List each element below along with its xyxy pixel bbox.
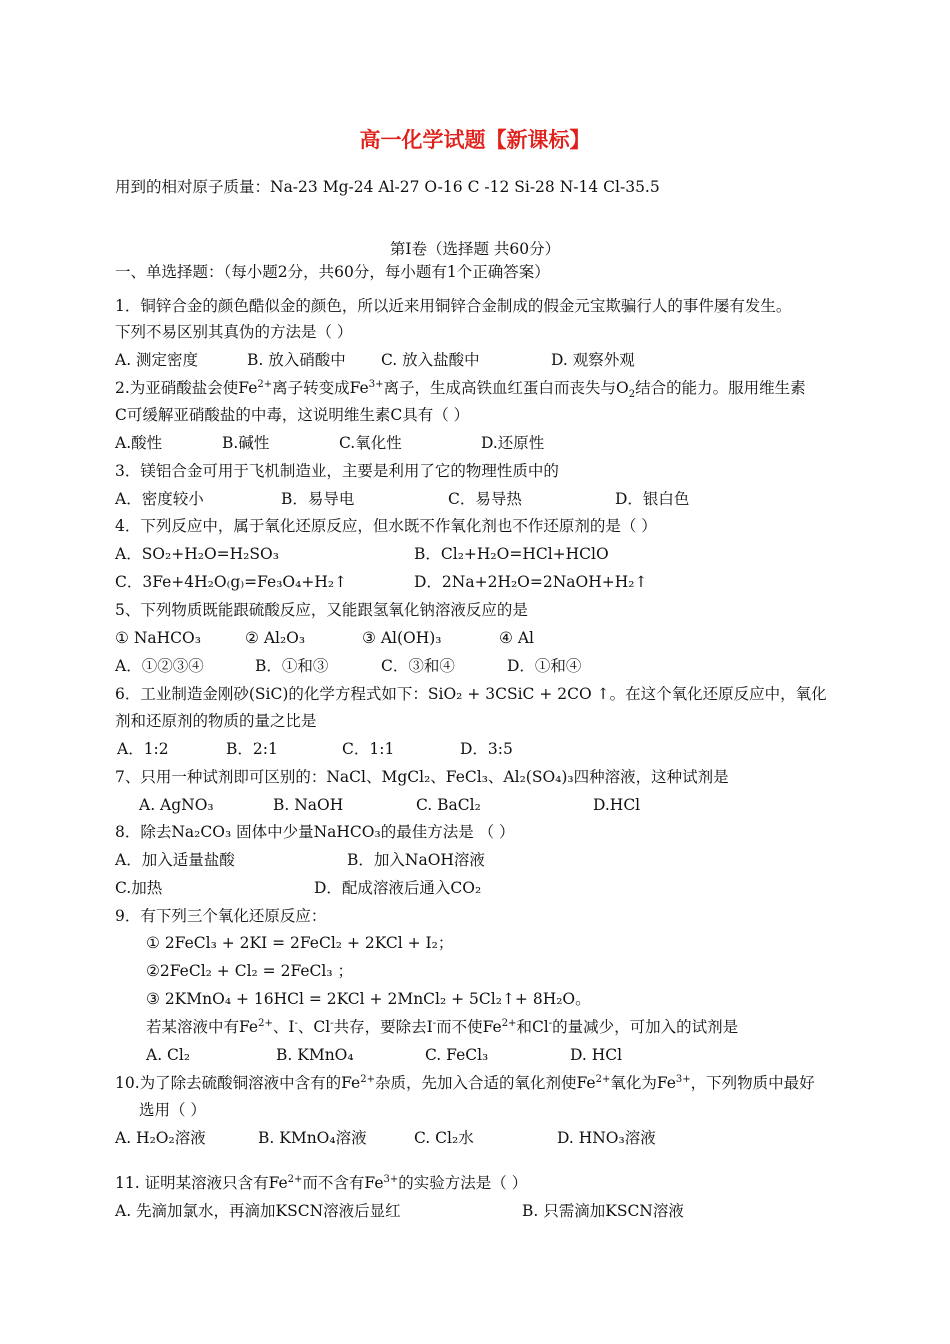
q9-text-7: 的量减少，可加入的试剂是 (552, 1018, 739, 1036)
q1-option-d: D. 观察外观 (551, 351, 635, 369)
q10-stem-line2: 选用（ ） (139, 1101, 206, 1119)
q3-option-d: D．银白色 (615, 490, 690, 508)
q9-option-c: C. FeCl₃ (425, 1046, 489, 1064)
q1-stem-line2: 下列不易区别其真伪的方法是（ ） (115, 323, 353, 341)
q8-option-a: A．加入适量盐酸 (115, 851, 235, 869)
q1-option-b: B. 放入硝酸中 (247, 351, 346, 369)
q10-stem-line1 (115, 1073, 815, 1093)
q3-stem: 3．镁铝合金可用于飞机制造业，主要是利用了它的物理性质中的 (115, 462, 559, 480)
q9-fe2-charge-2: 2+ (501, 1017, 517, 1029)
q9-text-1: 若某溶液中有Fe (146, 1018, 259, 1036)
q9-reaction-1: ① 2FeCl₃ + 2KI = 2FeCl₂ + 2KCl + I₂； (146, 934, 454, 952)
q10-option-d: D. HNO₃溶液 (557, 1129, 656, 1147)
q5-item-1: ① NaHCO₃ (115, 629, 201, 647)
q1-option-a: A. 测定密度 (115, 351, 199, 369)
section-instructions: 一、单选择题：（每小题2分，共60分，每小题有1个正确答案） (115, 263, 550, 281)
q9-condition (146, 1017, 738, 1037)
q4-stem: 4．下列反应中，属于氧化还原反应，但水既不作氧化剂也不作还原剂的是（ ） (115, 517, 657, 535)
q6-stem-line2: 剂和还原剂的物质的量之比是 (115, 712, 317, 730)
q6-option-c: C．1:1 (342, 740, 395, 758)
q11-text-2: 而不含有Fe (302, 1174, 384, 1192)
q5-item-2: ② Al₂O₃ (245, 629, 306, 647)
q2-option-c: C.氧化性 (339, 434, 402, 452)
q9-option-b: B. KMnO₄ (276, 1046, 354, 1064)
q2-option-a: A.酸性 (115, 434, 163, 452)
q9-cl-charge-2: - (548, 1017, 553, 1029)
q9-i-charge-2: - (432, 1017, 437, 1029)
q5-item-4: ④ Al (499, 629, 534, 647)
q9-reaction-3: ③ 2KMnO₄ + 16HCl = 2KCl + 2MnCl₂ + 5Cl₂↑+ 8H₂O。 (146, 990, 591, 1008)
q9-stem: 9．有下列三个氧化还原反应： (115, 907, 327, 925)
q9-text-4: 共存，要除去I (333, 1018, 433, 1036)
q9-text-3: 、Cl (297, 1018, 331, 1036)
q6-option-d: D．3:5 (460, 740, 513, 758)
q11-text-3: 的实验方法是（ ） (398, 1174, 528, 1192)
q9-option-a: A. Cl₂ (146, 1046, 191, 1064)
q3-option-a: A．密度较小 (115, 490, 204, 508)
q2-text-3: 离子，生成高铁血红蛋白而丧失与O (383, 379, 629, 397)
q2-text-4: 结合的能力。服用维生素 (635, 379, 806, 397)
q2-fe3-charge: 3+ (368, 378, 384, 390)
q8-stem: 8．除去Na₂CO₃ 固体中少量NaHCO₃的最佳方法是 （ ） (115, 823, 515, 841)
q6-stem-line1: 6．工业制造金刚砂(SiC)的化学方程式如下：SiO₂ + 3CSiC + 2CO ↑。在这个氧化还原反应中，氧化 (115, 685, 827, 703)
q5-option-c: C．③和④ (381, 657, 455, 675)
q5-item-3: ③ Al(OH)₃ (362, 629, 442, 647)
q9-i-charge: - (294, 1017, 298, 1029)
q10-option-c: C. Cl₂水 (414, 1129, 474, 1147)
q10-text-4: ，下列物质中最好 (690, 1074, 815, 1092)
q7-option-a: A. AgNO₃ (139, 796, 214, 814)
q4-option-c: C．3Fe+4H₂O₍g₎=Fe₃O₄+H₂↑ (115, 573, 348, 591)
section-title: 第Ⅰ卷（选择题 共60分） (389, 240, 561, 258)
q10-text-2: 杂质，先加入合适的氧化剂使Fe (374, 1074, 596, 1092)
q3-option-c: C．易导热 (448, 490, 522, 508)
q11-fe3-charge: 3+ (383, 1173, 399, 1185)
q4-option-d: D．2Na+2H₂O=2NaOH+H₂↑ (414, 573, 648, 591)
q8-option-b: B．加入NaOH溶液 (347, 851, 485, 869)
q5-stem: 5、下列物质既能跟硫酸反应，又能跟氢氧化钠溶液反应的是 (115, 601, 528, 619)
q11-stem (115, 1173, 527, 1193)
q7-stem: 7、只用一种试剂即可区别的：NaCl、MgCl₂、FeCl₃、Al₂(SO₄)₃四种溶液，这种试剂是 (115, 768, 729, 786)
q2-text-2: 离子转变成Fe (272, 379, 369, 397)
q11-option-b: B. 只需滴加KSCN溶液 (522, 1202, 684, 1220)
q2-stem-line1 (115, 378, 806, 401)
q10-fe3-charge: 3+ (675, 1073, 691, 1085)
q8-option-d: D．配成溶液后通入CO₂ (314, 879, 482, 897)
q5-option-d: D．①和④ (507, 657, 582, 675)
q1-option-c: C. 放入盐酸中 (381, 351, 480, 369)
q11-option-a: A. 先滴加氯水，再滴加KSCN溶液后显红 (115, 1202, 401, 1220)
q10-fe2-charge-2: 2+ (595, 1073, 611, 1085)
atomic-masses-line: 用到的相对原子质量：Na-23 Mg-24 Al-27 O-16 C -12 Si-28 N-14 Cl-35.5 (115, 178, 660, 196)
q2-option-d: D.还原性 (481, 434, 545, 452)
q10-fe2-charge: 2+ (360, 1073, 375, 1085)
q10-option-b: B. KMnO₄溶液 (258, 1129, 367, 1147)
q2-stem-line2: C可缓解亚硝酸盐的中毒，这说明维生素C具有（ ） (115, 406, 470, 424)
q9-fe2-charge: 2+ (258, 1017, 273, 1029)
q6-option-b: B．2:1 (226, 740, 278, 758)
q10-option-a: A. H₂O₂溶液 (115, 1129, 206, 1147)
q2-o2-subscript: 2 (628, 389, 636, 401)
q4-option-a: A．SO₂+H₂O=H₂SO₃ (115, 545, 279, 563)
q1-stem-line1: 1．铜锌合金的颜色酷似金的颜色，所以近来用铜锌合金制成的假金元宝欺骗行人的事件屡有发生。 (115, 297, 792, 315)
q9-reaction-2: ②2FeCl₂ + Cl₂ = 2FeCl₃ ； (146, 962, 353, 980)
q9-text-6: 和Cl (516, 1018, 549, 1036)
page-title: 高一化学试题【新课标】 (359, 128, 591, 152)
q7-option-b: B. NaOH (273, 796, 344, 814)
q9-text-2: 、I (272, 1018, 295, 1036)
q2-fe2-charge: 2+ (257, 378, 273, 390)
q6-option-a: A．1:2 (117, 740, 169, 758)
q7-option-d: D.HCl (593, 796, 641, 814)
q5-option-b: B．①和③ (255, 657, 329, 675)
q5-option-a: A．①②③④ (115, 657, 204, 675)
q2-option-b: B.碱性 (222, 434, 270, 452)
q10-text-1: 10.为了除去硫酸铜溶液中含有的Fe (115, 1074, 361, 1092)
q9-cl-charge: - (330, 1017, 334, 1029)
q4-option-b: B．Cl₂+H₂O=HCl+HClO (414, 545, 609, 563)
q2-text-1: 2.为亚硝酸盐会使Fe (115, 379, 258, 397)
q7-option-c: C. BaCl₂ (416, 796, 481, 814)
q8-option-c: C.加热 (115, 879, 163, 897)
q11-text-1: 11. 证明某溶液只含有Fe (115, 1174, 288, 1192)
q11-fe2-charge: 2+ (287, 1173, 303, 1185)
q3-option-b: B．易导电 (281, 490, 355, 508)
q10-text-3: 氧化为Fe (610, 1074, 676, 1092)
q9-option-d: D. HCl (570, 1046, 623, 1064)
q9-text-5: 而不使Fe (436, 1018, 502, 1036)
